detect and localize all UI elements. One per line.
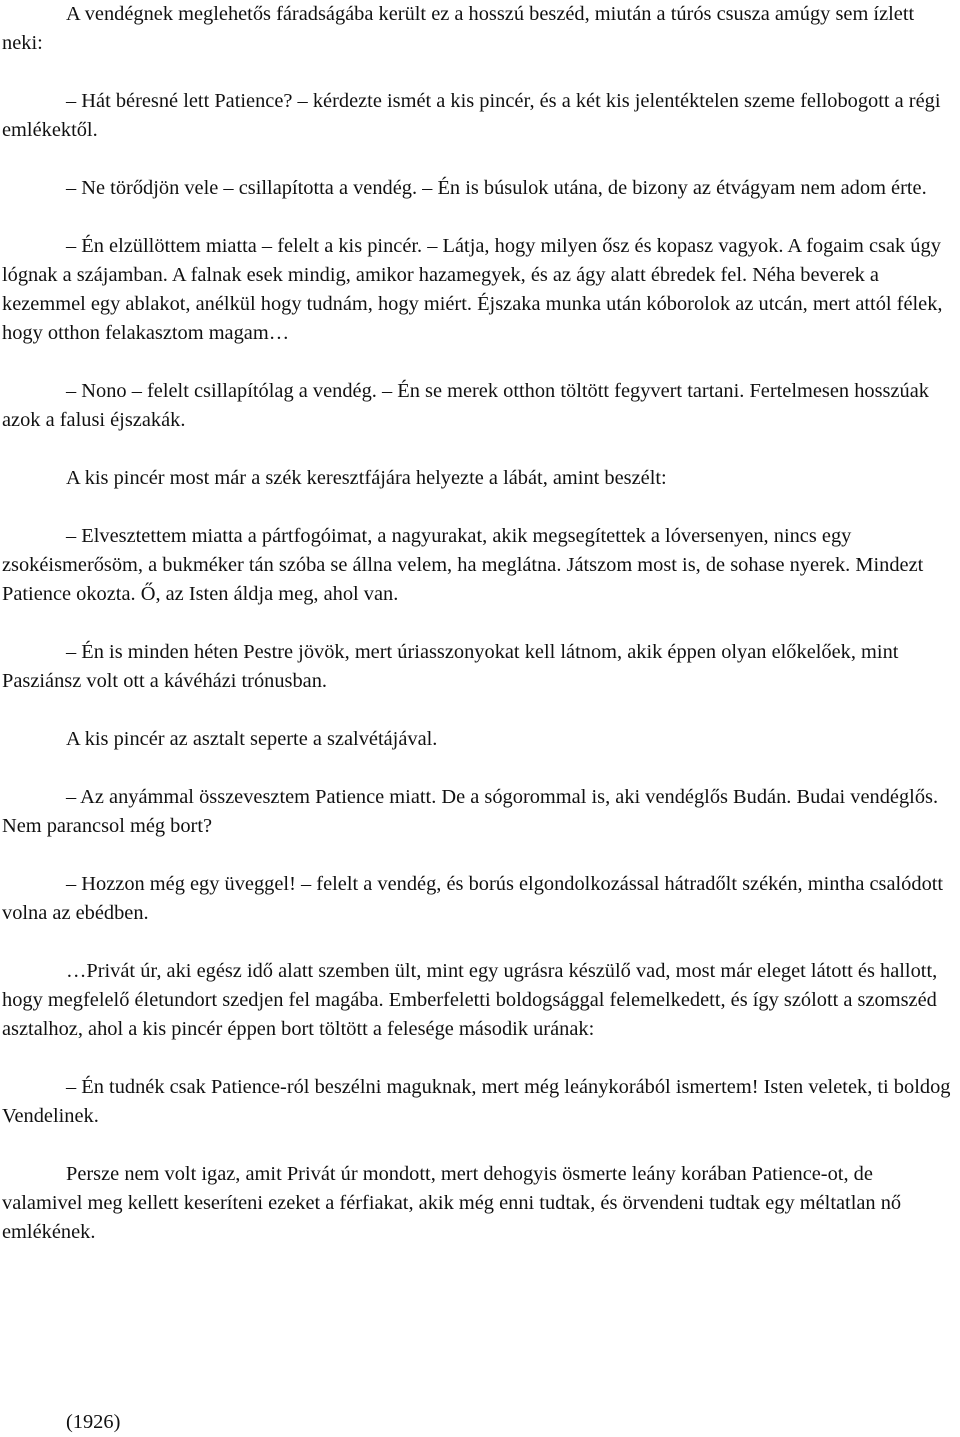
document-body [2, 0, 956, 1247]
publication-year: (1926) [66, 1411, 121, 1433]
paragraph-9: A kis pincér az asztalt seperte a szalvétájával. [66, 728, 438, 750]
paragraph-14: Persze nem volt igaz, amit Privát úr mondott, mert dehogyis ösmerte leány korában Patience-ot, de valamivel meg kellett keseríteni ezeket a férfiakat, akik még enni tudtak, és örvendeni tudtak egy méltatlan nő emlékének. [2, 1163, 902, 1243]
paragraph-8: – Én is minden héten Pestre jövök, mert úriasszonyokat kell látnom, akik éppen olyan előkelőek, mint Pasziánsz volt ott a kávéházi trónusban. [2, 641, 899, 692]
paragraph-10: – Az anyámmal összevesztem Patience miatt. De a sógorommal is, aki vendéglős Budán. Budai vendéglős. Nem parancsol még bort? [2, 786, 939, 837]
paragraph-3: – Ne törődjön vele – csillapította a vendég. – Én is búsulok utána, de bizony az étvágyam nem adom érte. [66, 177, 927, 199]
paragraph-7: – Elvesztettem miatta a pártfogóimat, a nagyurakat, akik megsegítettek a lóversenyen, nincs egy zsokéismerősöm, a bukméker tán szóba se állna velem, ha meglátna. Játszom most is, de sohase nyerek. Mindezt Patience okozta. Ő, az Isten áldja meg, ahol van. [2, 525, 924, 605]
paragraph-6: A kis pincér most már a szék keresztfájára helyezte a lábát, amint beszélt: [66, 467, 667, 489]
paragraph-11: – Hozzon még egy üveggel! – felelt a vendég, és borús elgondolkozással hátradőlt székén, mintha csalódott volna az ebédben. [2, 873, 944, 924]
paragraph-2: – Hát béresné lett Patience? – kérdezte ismét a kis pincér, és a két kis jelentéktelen szeme fellobogott a régi emlékektől. [2, 90, 941, 141]
paragraph-12: …Privát úr, aki egész idő alatt szemben ült, mint egy ugrásra készülő vad, most már eleget látott és hallott, hogy megfelelő életundort szedjen fel magába. Emberfeletti boldogsággal felemelkedett, és így szólott a szomszéd asztalhoz, ahol a kis pincér éppen bort töltött a felesége második urának: [2, 960, 938, 1040]
paragraph-5: – Nono – felelt csillapítólag a vendég. – Én se merek otthon töltött fegyvert tartani. Fertelmesen hosszúak azok a falusi éjszakák. [2, 380, 929, 431]
paragraph-4: – Én elzüllöttem miatta – felelt a kis pincér. – Látja, hogy milyen ősz és kopasz vagyok. A fogaim csak úgy lógnak a szájamban. A falnak esek mindig, amikor hazamegyek, és az ágy alatt ébredek fel. Néha beverek a kezemmel egy ablakot, anélkül hogy tudnám, hogy miért. Éjszaka munka után kóborolok az utcán, mert attól félek, hogy otthon felakasztom magam… [2, 235, 943, 344]
paragraph-13: – Én tudnék csak Patience-ról beszélni maguknak, mert még leánykorából ismertem! Isten veletek, ti boldog Vendelinek. [2, 1076, 951, 1127]
paragraph-1: A vendégnek meglehetős fáradságába került ez a hosszú beszéd, miután a túrós csusza amúgy sem ízlett neki: [2, 3, 915, 54]
